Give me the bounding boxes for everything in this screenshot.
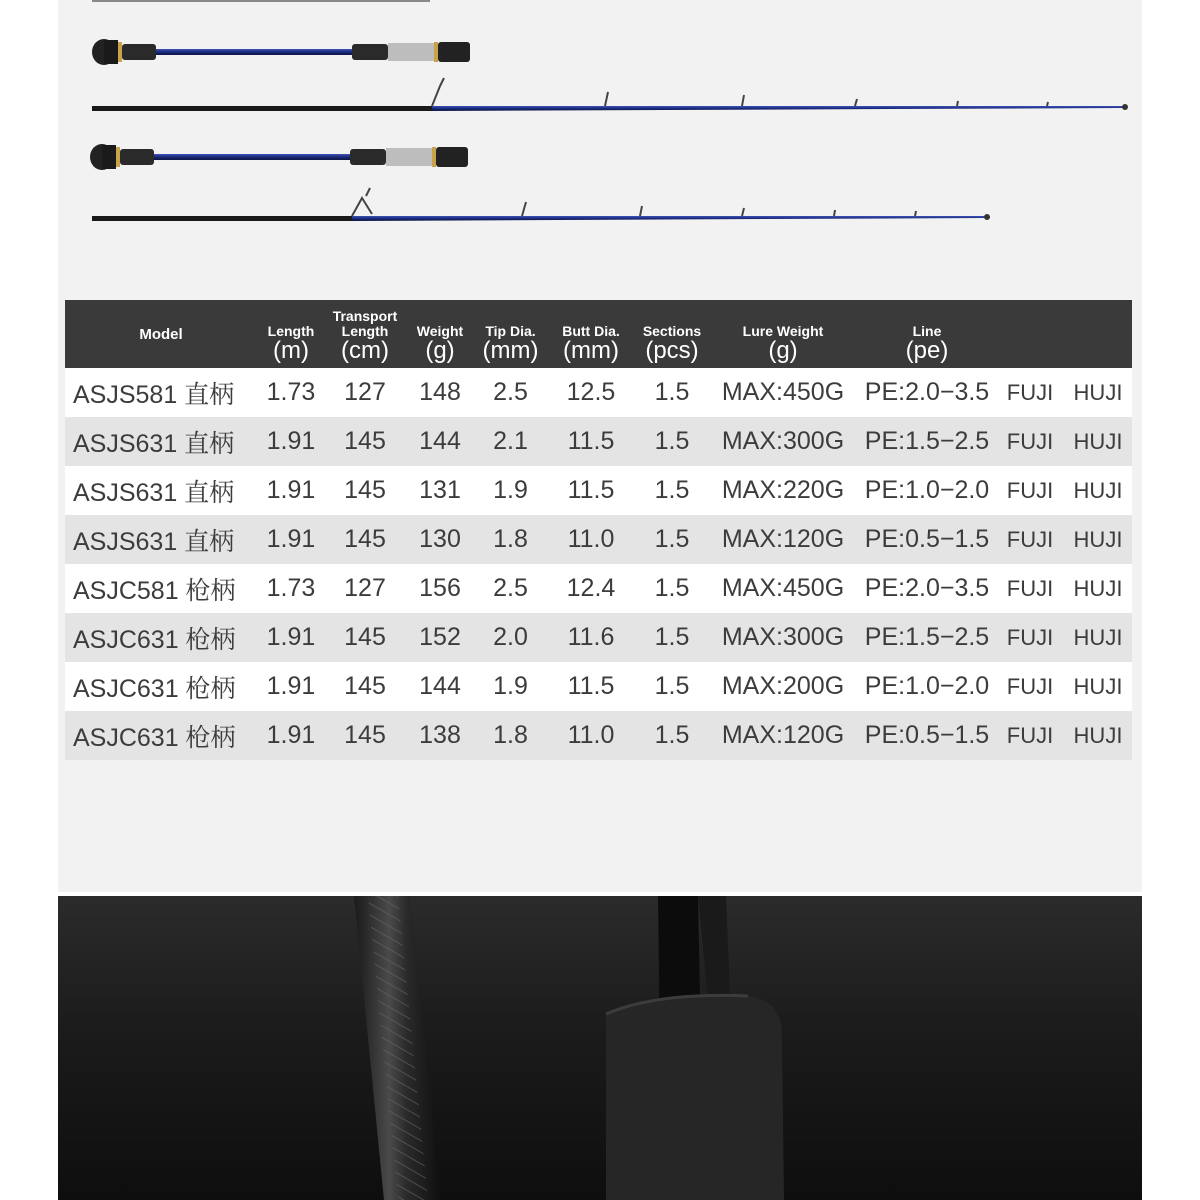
rod-closeup-graphic bbox=[58, 896, 1142, 1200]
rod-1-tip-section bbox=[92, 78, 1128, 111]
table-cell: FUJI bbox=[996, 368, 1064, 417]
rod-2-tip-section bbox=[92, 188, 990, 221]
table-cell: HUJI bbox=[1064, 417, 1132, 466]
table-cell: 1.9 bbox=[475, 466, 546, 515]
column-header-label: Tip Dia. bbox=[485, 323, 536, 339]
rod-illustration bbox=[0, 0, 1200, 240]
column-header-unit: (g) bbox=[768, 337, 798, 364]
table-cell: 12.5 bbox=[546, 368, 636, 417]
table-row bbox=[65, 466, 1132, 515]
table-cell: 1.91 bbox=[257, 662, 325, 711]
column-header-label: Line bbox=[912, 323, 942, 339]
table-cell: HUJI bbox=[1064, 613, 1132, 662]
table-cell: FUJI bbox=[996, 711, 1064, 760]
column-header-label: Model bbox=[139, 325, 183, 343]
column-header bbox=[257, 300, 325, 368]
table-row bbox=[65, 662, 1132, 711]
table-cell: 152 bbox=[405, 613, 475, 662]
table-cell: 1.91 bbox=[257, 417, 325, 466]
table-cell: 1.8 bbox=[475, 711, 546, 760]
column-header-label: Length bbox=[267, 323, 315, 339]
table-cell: 130 bbox=[405, 515, 475, 564]
table-cell: 1.5 bbox=[636, 466, 708, 515]
column-header-unit: (g) bbox=[425, 337, 455, 364]
table-cell: FUJI bbox=[996, 613, 1064, 662]
rod-closeup-photo bbox=[58, 896, 1142, 1200]
table-cell: 144 bbox=[405, 417, 475, 466]
table-cell: 1.5 bbox=[636, 417, 708, 466]
table-row bbox=[65, 613, 1132, 662]
table-cell: 2.5 bbox=[475, 368, 546, 417]
table-cell: PE:2.0−3.5 bbox=[858, 564, 996, 613]
table-cell: 145 bbox=[325, 515, 405, 564]
table-cell: 12.4 bbox=[546, 564, 636, 613]
table-cell: PE:1.0−2.0 bbox=[858, 662, 996, 711]
table-cell: 2.0 bbox=[475, 613, 546, 662]
table-row bbox=[65, 711, 1132, 760]
column-header bbox=[708, 300, 858, 368]
table-cell: 1.5 bbox=[636, 368, 708, 417]
table-cell: 11.5 bbox=[546, 466, 636, 515]
table-cell: HUJI bbox=[1064, 466, 1132, 515]
table-cell: 127 bbox=[325, 564, 405, 613]
rod-2-butt-section bbox=[90, 144, 468, 170]
table-cell: MAX:300G bbox=[708, 613, 858, 662]
table-row bbox=[65, 368, 1132, 417]
table-cell: 1.5 bbox=[636, 564, 708, 613]
rod-1-butt-section bbox=[92, 39, 470, 65]
table-cell: 1.73 bbox=[257, 564, 325, 613]
column-header-unit: (pe) bbox=[905, 337, 949, 364]
table-cell: ASJC581 枪柄 bbox=[65, 564, 257, 613]
table-row bbox=[65, 564, 1132, 613]
table-cell: MAX:200G bbox=[708, 662, 858, 711]
column-header bbox=[996, 300, 1064, 368]
column-header-unit: (pcs) bbox=[645, 337, 699, 364]
table-cell: 148 bbox=[405, 368, 475, 417]
table-cell: 1.5 bbox=[636, 711, 708, 760]
table-cell: MAX:450G bbox=[708, 564, 858, 613]
column-header-label: Sections bbox=[642, 323, 702, 339]
column-header bbox=[546, 300, 636, 368]
column-header-label: Lure Weight bbox=[742, 323, 824, 339]
table-cell: 11.0 bbox=[546, 515, 636, 564]
table-cell: PE:0.5−1.5 bbox=[858, 711, 996, 760]
column-header-label: Butt Dia. bbox=[562, 323, 620, 339]
table-cell: FUJI bbox=[996, 466, 1064, 515]
column-header-unit: (mm) bbox=[563, 337, 619, 364]
table-cell: ASJS631 直柄 bbox=[65, 417, 257, 466]
table-cell: ASJC631 枪柄 bbox=[65, 613, 257, 662]
table-cell: HUJI bbox=[1064, 662, 1132, 711]
table-cell: MAX:450G bbox=[708, 368, 858, 417]
table-cell: PE:1.5−2.5 bbox=[858, 417, 996, 466]
table-cell: 145 bbox=[325, 466, 405, 515]
table-row bbox=[65, 515, 1132, 564]
table-cell: ASJC631 枪柄 bbox=[65, 711, 257, 760]
spec-table bbox=[65, 300, 1132, 760]
column-header-unit: (m) bbox=[273, 337, 309, 364]
table-cell: MAX:120G bbox=[708, 515, 858, 564]
table-cell: FUJI bbox=[996, 662, 1064, 711]
table-header-row bbox=[65, 300, 1132, 368]
table-cell: 2.1 bbox=[475, 417, 546, 466]
table-cell: 1.5 bbox=[636, 662, 708, 711]
table-cell: PE:1.0−2.0 bbox=[858, 466, 996, 515]
table-cell: 144 bbox=[405, 662, 475, 711]
table-cell: 156 bbox=[405, 564, 475, 613]
column-header bbox=[475, 300, 546, 368]
table-cell: 145 bbox=[325, 662, 405, 711]
table-row bbox=[65, 417, 1132, 466]
table-cell: HUJI bbox=[1064, 515, 1132, 564]
table-cell: 11.5 bbox=[546, 662, 636, 711]
table-cell: ASJS631 直柄 bbox=[65, 515, 257, 564]
table-cell: PE:0.5−1.5 bbox=[858, 515, 996, 564]
column-header-label: Transport Length bbox=[332, 308, 398, 339]
table-cell: PE:2.0−3.5 bbox=[858, 368, 996, 417]
table-cell: MAX:220G bbox=[708, 466, 858, 515]
table-cell: 1.91 bbox=[257, 711, 325, 760]
column-header-unit: (mm) bbox=[482, 337, 539, 364]
table-cell: HUJI bbox=[1064, 711, 1132, 760]
table-cell: ASJS631 直柄 bbox=[65, 466, 257, 515]
table-cell: 138 bbox=[405, 711, 475, 760]
column-header bbox=[65, 300, 257, 368]
table-cell: 145 bbox=[325, 711, 405, 760]
table-cell: 2.5 bbox=[475, 564, 546, 613]
table-cell: MAX:300G bbox=[708, 417, 858, 466]
table-cell: ASJS581 直柄 bbox=[65, 368, 257, 417]
column-header-unit: (cm) bbox=[341, 337, 389, 364]
table-cell: 1.8 bbox=[475, 515, 546, 564]
table-cell: FUJI bbox=[996, 515, 1064, 564]
table-cell: 11.0 bbox=[546, 711, 636, 760]
table-cell: FUJI bbox=[996, 564, 1064, 613]
table-cell: HUJI bbox=[1064, 564, 1132, 613]
table-cell: 1.91 bbox=[257, 613, 325, 662]
table-cell: 1.91 bbox=[257, 515, 325, 564]
table-cell: 1.91 bbox=[257, 466, 325, 515]
column-header bbox=[858, 300, 996, 368]
column-header-label: Weight bbox=[416, 323, 464, 339]
table-cell: 1.73 bbox=[257, 368, 325, 417]
table-cell: MAX:120G bbox=[708, 711, 858, 760]
table-cell: 145 bbox=[325, 613, 405, 662]
column-header bbox=[405, 300, 475, 368]
table-cell: 11.6 bbox=[546, 613, 636, 662]
table-cell: 1.5 bbox=[636, 613, 708, 662]
table-cell: PE:1.5−2.5 bbox=[858, 613, 996, 662]
table-cell: ASJC631 枪柄 bbox=[65, 662, 257, 711]
table-cell: 1.9 bbox=[475, 662, 546, 711]
table-cell: 131 bbox=[405, 466, 475, 515]
table-cell: 145 bbox=[325, 417, 405, 466]
table-cell: 127 bbox=[325, 368, 405, 417]
column-header bbox=[636, 300, 708, 368]
table-cell: FUJI bbox=[996, 417, 1064, 466]
table-cell: HUJI bbox=[1064, 368, 1132, 417]
column-header bbox=[1064, 300, 1132, 368]
column-header bbox=[325, 300, 405, 368]
table-cell: 11.5 bbox=[546, 417, 636, 466]
table-cell: 1.5 bbox=[636, 515, 708, 564]
